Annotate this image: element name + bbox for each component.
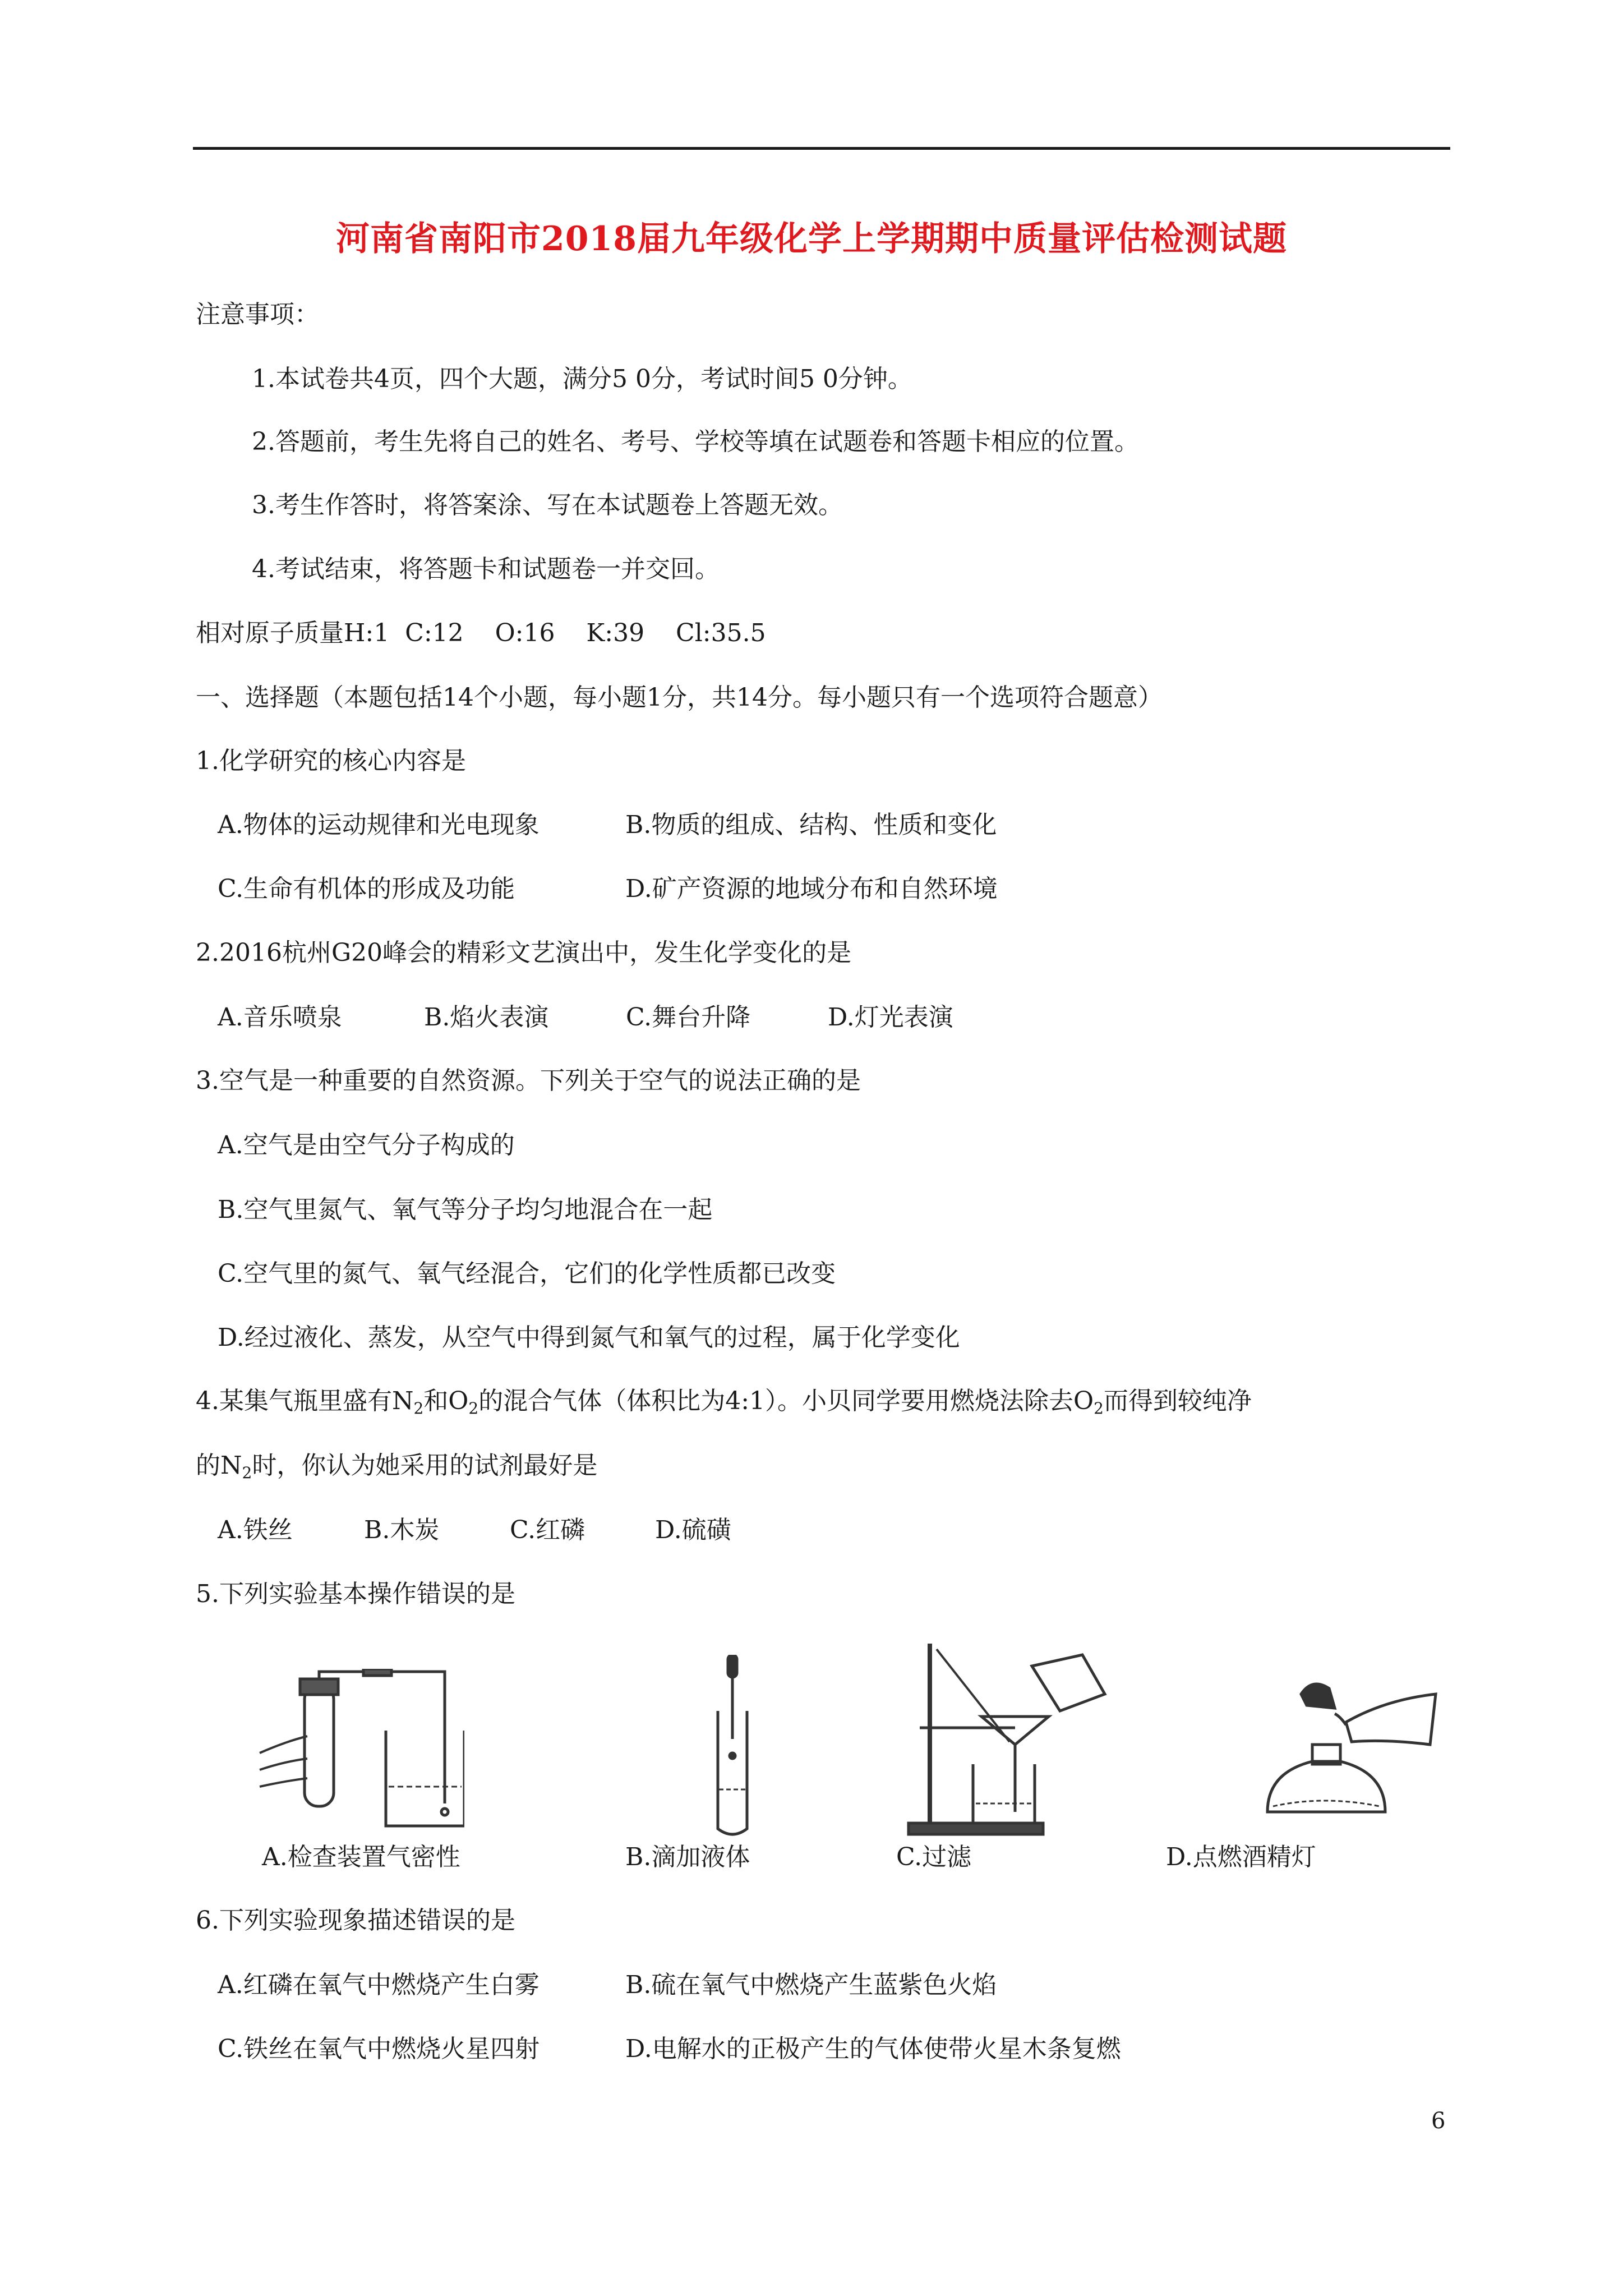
q2-option-b: B.焰火表演 (424, 1003, 549, 1032)
q4-stem-line-1: 4.某集气瓶里盛有$N_2$和$O_2$的混合气体（体积比为4:1）。小贝同学要用燃烧法除去$O_2$而得到较纯净 (196, 1387, 1252, 1418)
notice-item-2: 2.答题前，考生先将自己的姓名、考号、学校等填在试题卷和答题卡相应的位置。 (252, 427, 1139, 456)
section-1-heading: 一、选择题（本题包括14个小题，每小题1分，共14分。每小题只有一个选项符合题意） (196, 683, 1163, 712)
q1-stem: 1.化学研究的核心内容是 (196, 747, 466, 775)
atomic-masses: 相对原子质量H:1 C:12 O:16 K:39 Cl:35.5 (196, 619, 766, 647)
q6-option-c: C.铁丝在氧气中燃烧火星四射 (218, 2035, 540, 2063)
q3-option-d: D.经过液化、蒸发，从空气中得到氮气和氧气的过程，属于化学变化 (218, 1323, 960, 1352)
q5-option-c: C.过滤 (896, 1843, 972, 1871)
figure-dropper (707, 1655, 757, 1840)
q2-option-d: D.灯光表演 (828, 1003, 953, 1032)
header-rule (193, 147, 1450, 150)
q4-option-b: B.木炭 (364, 1516, 440, 1544)
q6-stem: 6.下列实验现象描述错误的是 (196, 1906, 515, 1935)
q2-option-c: C.舞台升降 (626, 1003, 751, 1032)
q5-option-a: A.检查装置气密性 (262, 1843, 460, 1871)
page-title: 河南省南阳市2018届九年级化学上学期期中质量评估检测试题 (336, 219, 1287, 259)
q6-option-d: D.电解水的正极产生的气体使带火星木条复燃 (625, 2035, 1121, 2063)
q3-option-b: B.空气里氮气、氧气等分子均匀地混合在一起 (218, 1195, 713, 1224)
figure-alcohol-lamp (1256, 1677, 1441, 1829)
q4-option-a: A.铁丝 (218, 1516, 293, 1544)
notice-heading: 注意事项： (196, 300, 319, 329)
q5-option-d: D.点燃酒精灯 (1166, 1843, 1316, 1871)
q4-stem-line-2: 的$N_2$时，你认为她采用的试剂最好是 (196, 1451, 598, 1482)
figure-airtightness-check (251, 1669, 464, 1837)
q5-stem: 5.下列实验基本操作错误的是 (196, 1580, 515, 1608)
q6-option-a: A.红磷在氧气中燃烧产生白雾 (218, 1971, 540, 1999)
q1-option-b: B.物质的组成、结构、性质和变化 (625, 811, 997, 839)
notice-item-4: 4.考试结束，将答题卡和试题卷一并交回。 (252, 555, 720, 583)
q2-option-a: A.音乐喷泉 (218, 1003, 342, 1032)
page-number: 6 (1431, 2108, 1446, 2134)
q3-option-c: C.空气里的氮气、氧气经混合，它们的化学性质都已改变 (218, 1259, 836, 1288)
q5-option-b: B.滴加液体 (625, 1843, 750, 1871)
q3-stem: 3.空气是一种重要的自然资源。下列关于空气的说法正确的是 (196, 1066, 861, 1095)
q2-stem: 2.2016杭州G20峰会的精彩文艺演出中，发生化学变化的是 (196, 938, 852, 967)
q6-option-b: B.硫在氧气中燃烧产生蓝紫色火焰 (625, 1971, 997, 1999)
figure-filtration (897, 1644, 1116, 1846)
q1-option-a: A.物体的运动规律和光电现象 (218, 811, 540, 839)
notice-item-3: 3.考生作答时，将答案涂、写在本试题卷上答题无效。 (252, 491, 843, 519)
q3-option-a: A.空气是由空气分子构成的 (218, 1131, 515, 1159)
q1-option-c: C.生命有机体的形成及功能 (218, 875, 515, 903)
q4-option-c: C.红磷 (510, 1516, 585, 1544)
q1-option-d: D.矿产资源的地域分布和自然环境 (625, 875, 998, 903)
notice-item-1: 1.本试卷共4页，四个大题，满分5 0分，考试时间5 0分钟。 (252, 365, 912, 393)
q4-option-d: D.硫磺 (655, 1516, 731, 1544)
